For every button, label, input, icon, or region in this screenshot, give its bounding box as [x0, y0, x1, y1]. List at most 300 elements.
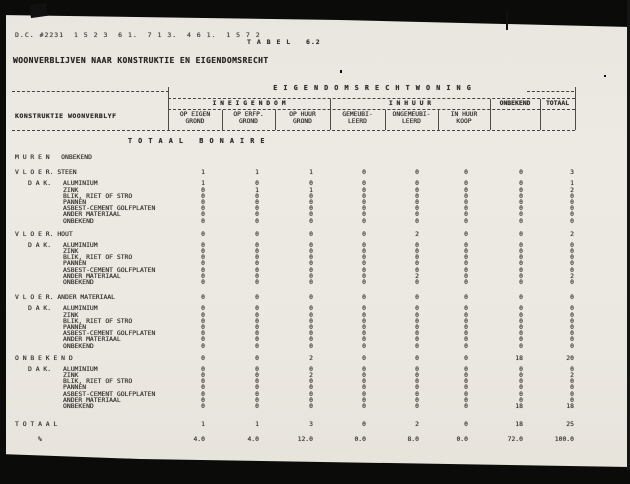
column-separator: [222, 110, 223, 130]
cell-value: 0: [362, 253, 366, 262]
cell-value: 0: [519, 204, 523, 213]
cell-value: 0: [570, 310, 574, 319]
cell-value: 0: [201, 278, 205, 286]
cell-value: 0: [201, 253, 205, 262]
cell-value: 0: [464, 377, 468, 386]
cell-value: 0: [519, 316, 523, 325]
cell-value: 0: [415, 253, 419, 262]
cell-value: 0: [464, 322, 468, 331]
cell-value: 0: [362, 247, 366, 256]
cell-value: 0: [309, 204, 313, 213]
column-header-op-huur-grond: OP HUUR GROND: [289, 111, 316, 125]
cell-value: 0: [201, 271, 205, 280]
cell-value: 0: [309, 329, 313, 338]
row-label: ALUMINIUM: [63, 240, 98, 249]
cell-value: 0: [309, 278, 313, 286]
cell-value: 0: [570, 316, 574, 325]
cell-value: 0: [415, 377, 419, 386]
cell-value: 0: [464, 316, 468, 325]
cell-value: 0: [415, 210, 419, 219]
column-header-ongemeubileerd: ONGEMEUBI- LEERD: [392, 111, 431, 125]
cell-value: 0: [362, 229, 366, 238]
row-label: PANNEN: [63, 259, 87, 268]
cell-value: 0: [519, 329, 523, 338]
table-row: [0, 154, 620, 160]
cell-value: 0: [201, 335, 205, 344]
header-rule-under-subgroups: [168, 109, 575, 110]
cell-value: 3: [309, 420, 313, 429]
cell-value: 0: [309, 310, 313, 319]
cell-value: 0: [415, 179, 419, 188]
cell-value: 0: [464, 259, 468, 268]
cell-value: 0: [201, 329, 205, 338]
row-label: D A K.: [28, 179, 52, 188]
cell-value: 0: [570, 389, 574, 398]
cell-value: 0: [519, 216, 523, 225]
cell-value: 0: [362, 364, 366, 373]
cell-value: 0: [255, 389, 259, 398]
column-header-in-huurkoop: IN HUUR KOOP: [450, 111, 478, 125]
cell-value: 0: [415, 402, 419, 410]
cell-value: 0: [309, 316, 313, 325]
cell-value: 0: [464, 304, 468, 313]
subgroup-in-huur: I N H U U R: [388, 99, 432, 107]
cell-value: 0: [362, 371, 366, 380]
row-label: T O T A A L: [15, 420, 58, 429]
header-rule-top-left: [12, 91, 169, 92]
cell-value: 0: [519, 341, 523, 350]
cell-value: 0: [362, 304, 366, 313]
cell-value: 0: [415, 265, 419, 274]
cell-value: 0: [570, 377, 574, 386]
table-row: [0, 403, 620, 409]
row-label: D A K.: [28, 364, 52, 373]
table-row: [0, 169, 620, 175]
row-label: ANDER MATERIAAL: [63, 395, 121, 404]
cell-value: 0: [362, 204, 366, 213]
cell-value: 0: [464, 197, 468, 206]
cell-value: 0: [309, 253, 313, 262]
cell-value: 0: [362, 353, 366, 362]
cell-value: 0: [309, 197, 313, 206]
row-label: ZINK: [63, 247, 79, 256]
cell-value: 0: [570, 278, 574, 286]
cell-value: 0: [519, 197, 523, 206]
cell-value: 0: [570, 210, 574, 219]
cell-value: 0: [464, 383, 468, 392]
cell-value: 0: [309, 322, 313, 331]
cell-value: 0: [255, 316, 259, 325]
row-label: V L O E R. ANDER MATERIAAL: [15, 293, 116, 302]
row-header-konstruktie-woonverblyf: KONSTRUKTIE WOONVERBLYF: [15, 112, 117, 120]
cell-value: 0: [519, 240, 523, 249]
cell-value: 1: [309, 185, 313, 194]
cell-value: 0: [255, 179, 259, 188]
cell-value: 0: [309, 229, 313, 238]
cell-value: 0: [362, 179, 366, 188]
cell-value: 0: [519, 364, 523, 373]
cell-value: 0: [464, 364, 468, 373]
row-label: ALUMINIUM: [63, 304, 98, 313]
cell-value: 0: [255, 278, 259, 286]
row-label: ZINK: [63, 310, 79, 319]
cell-value: 0: [362, 293, 366, 302]
column-header-op-erfp-grond: OP ERFP. GROND: [233, 111, 264, 125]
cell-value: 0: [464, 204, 468, 213]
cell-value: 0: [570, 395, 574, 404]
cell-value: 0: [570, 216, 574, 225]
cell-value: 0: [309, 364, 313, 373]
row-label: ZINK: [63, 371, 79, 380]
cell-value: 0: [570, 341, 574, 350]
cell-value: 0: [570, 335, 574, 344]
cell-value: 0: [201, 395, 205, 404]
cell-value: 0: [519, 389, 523, 398]
row-label: BLIK, RIET OF STRO: [63, 191, 133, 200]
cell-value: 0: [309, 293, 313, 302]
cell-value: 0: [415, 335, 419, 344]
cell-value: 0: [464, 293, 468, 302]
cell-value: 0: [519, 304, 523, 313]
cell-value: 0: [201, 377, 205, 386]
cell-value: 0: [464, 341, 468, 350]
cell-value: 4.0: [193, 435, 205, 444]
cell-value: 0: [519, 247, 523, 256]
page-title: WOONVERBLIJVEN NAAR KONSTRUKTIE EN EIGENDOMSRECHT: [13, 56, 269, 65]
table-number-label: T A B E L 6.2: [247, 38, 321, 46]
row-label: ONBEKEND: [63, 402, 94, 410]
cell-value: 0: [464, 265, 468, 274]
cell-value: 25: [566, 420, 574, 429]
cell-value: 0: [255, 265, 259, 274]
cell-value: 0: [415, 395, 419, 404]
cell-value: 0: [362, 197, 366, 206]
row-label: D A K.: [28, 304, 52, 313]
cell-value: 0: [415, 216, 419, 225]
cell-value: 0: [255, 402, 259, 410]
cell-value: 0: [201, 265, 205, 274]
cell-value: 0: [519, 253, 523, 262]
row-label: ALUMINIUM: [63, 364, 98, 373]
cell-value: 0.0: [456, 435, 468, 444]
cell-value: 0: [519, 259, 523, 268]
cell-value: 0: [362, 240, 366, 249]
cell-value: 0: [519, 265, 523, 274]
cell-value: 0: [362, 168, 366, 177]
row-label: M U R E N ONBEKEND: [15, 153, 92, 161]
row-label: ZINK: [63, 185, 79, 194]
cell-value: 100.0: [554, 435, 574, 444]
table-row: [0, 279, 620, 285]
cell-value: 0: [415, 353, 419, 362]
cell-value: 0: [309, 304, 313, 313]
cell-value: 0: [309, 377, 313, 386]
cell-value: 0: [519, 371, 523, 380]
cell-value: 0: [519, 210, 523, 219]
row-label: ANDER MATERIAAL: [63, 210, 121, 219]
cell-value: 0: [362, 216, 366, 225]
column-separator: [575, 87, 576, 130]
cell-value: 0: [255, 210, 259, 219]
cell-value: 0: [201, 293, 205, 302]
cell-value: 0: [362, 395, 366, 404]
cell-value: 0: [464, 389, 468, 398]
cell-value: 2: [570, 229, 574, 238]
cell-value: 0: [464, 278, 468, 286]
cell-value: 0: [255, 197, 259, 206]
cell-value: 1: [255, 420, 259, 429]
cell-value: 4.0: [247, 435, 259, 444]
cell-value: 2: [415, 271, 419, 280]
cell-value: 0: [309, 247, 313, 256]
cell-value: 12.0: [297, 435, 313, 444]
cell-value: 0: [201, 216, 205, 225]
cell-value: 0: [415, 383, 419, 392]
cell-value: 0: [201, 229, 205, 238]
region-total-bonaire: T O T A A L B O N A I R E: [128, 137, 266, 145]
cell-value: 0: [362, 278, 366, 286]
cell-value: 0: [415, 364, 419, 373]
cell-value: 0: [570, 197, 574, 206]
cell-value: 1: [570, 179, 574, 188]
cell-value: 0: [570, 247, 574, 256]
cell-value: 0: [464, 353, 468, 362]
row-label: V L O E R. STEEN: [15, 168, 77, 177]
column-separator: [385, 110, 386, 130]
cell-value: 0: [464, 216, 468, 225]
cell-value: 0: [309, 210, 313, 219]
cell-value: 0: [201, 353, 205, 362]
cell-value: 0: [255, 216, 259, 225]
table-row: [0, 218, 620, 224]
column-separator: [330, 99, 331, 130]
group-header-eigendomsrecht-woning: E I G E N D O M S R E C H T W O N I N G: [273, 84, 472, 92]
cell-value: 0: [362, 265, 366, 274]
cell-value: 1: [201, 420, 205, 429]
cell-value: 0: [570, 329, 574, 338]
cell-value: 0: [362, 377, 366, 386]
cell-value: 0: [201, 316, 205, 325]
cell-value: 0: [255, 364, 259, 373]
cell-value: 0: [255, 329, 259, 338]
table-row: [0, 343, 620, 349]
cell-value: 0: [415, 293, 419, 302]
cell-value: 0: [255, 353, 259, 362]
cell-value: 0: [415, 259, 419, 268]
cell-value: 0: [362, 389, 366, 398]
row-label: BLIK, RIET OF STRO: [63, 377, 133, 386]
cell-value: 0: [255, 240, 259, 249]
cell-value: 0: [519, 322, 523, 331]
cell-value: 1: [255, 168, 259, 177]
cell-value: 1: [201, 168, 205, 177]
cell-value: 0: [309, 216, 313, 225]
cell-value: 0: [362, 335, 366, 344]
cell-value: 0: [464, 185, 468, 194]
cell-value: 0: [570, 259, 574, 268]
cell-value: 0: [570, 191, 574, 200]
cell-value: 0: [309, 389, 313, 398]
cell-value: 0: [570, 265, 574, 274]
row-label: ONBEKEND: [63, 341, 94, 350]
cell-value: 0: [464, 329, 468, 338]
cell-value: 0: [201, 247, 205, 256]
row-label: ANDER MATERIAAL: [63, 335, 121, 344]
cell-value: 0: [201, 310, 205, 319]
row-label: ASBEST-CEMENT GOLFPLATEN: [63, 389, 156, 398]
cell-value: 0: [309, 259, 313, 268]
row-label: PANNEN: [63, 197, 87, 206]
table-row: [0, 421, 620, 427]
cell-value: 2: [570, 271, 574, 280]
cell-value: 72.0: [507, 435, 523, 444]
cell-value: 0: [255, 259, 259, 268]
cell-value: 0: [519, 278, 523, 286]
cell-value: 2: [570, 185, 574, 194]
subgroup-onbekend: ONBEKEND: [499, 99, 531, 107]
cell-value: 0: [255, 247, 259, 256]
cell-value: 0: [309, 271, 313, 280]
cell-value: 0: [255, 341, 259, 350]
cell-value: 0: [201, 341, 205, 350]
table-row: [0, 355, 620, 361]
row-label: ALUMINIUM: [63, 179, 98, 188]
cell-value: 0: [519, 310, 523, 319]
cell-value: 0: [201, 371, 205, 380]
cell-value: 0: [362, 210, 366, 219]
cell-value: 0: [255, 322, 259, 331]
cell-value: 0: [362, 259, 366, 268]
cell-value: 0: [415, 168, 419, 177]
cell-value: 0: [464, 240, 468, 249]
cell-value: 0: [309, 341, 313, 350]
cell-value: 0: [464, 402, 468, 410]
cell-value: 0: [415, 204, 419, 213]
cell-value: 2: [415, 420, 419, 429]
row-label: ONBEKEND: [63, 278, 94, 286]
cell-value: 0: [464, 253, 468, 262]
cell-value: 0: [362, 191, 366, 200]
cell-value: 0: [464, 210, 468, 219]
cell-value: 0: [309, 402, 313, 410]
cell-value: 0: [309, 395, 313, 404]
cell-value: 2: [309, 371, 313, 380]
cell-value: 0: [415, 304, 419, 313]
cell-value: 0: [309, 191, 313, 200]
cell-value: 0: [201, 240, 205, 249]
cell-value: 0: [464, 191, 468, 200]
row-label: PANNEN: [63, 383, 87, 392]
cell-value: 0: [464, 168, 468, 177]
cell-value: 0: [309, 240, 313, 249]
cell-value: 0: [309, 383, 313, 392]
cell-value: 0: [255, 253, 259, 262]
cell-value: 0: [519, 229, 523, 238]
subgroup-totaal: TOTAAL: [545, 99, 570, 107]
cell-value: 0: [415, 329, 419, 338]
cell-value: 0: [415, 371, 419, 380]
cell-value: 0: [255, 371, 259, 380]
cell-value: 0: [362, 341, 366, 350]
cell-value: 18: [515, 402, 523, 410]
cell-value: 0: [519, 191, 523, 200]
cell-value: 0: [464, 310, 468, 319]
cell-value: 0: [255, 204, 259, 213]
cell-value: 0: [415, 316, 419, 325]
cell-value: 0: [201, 204, 205, 213]
cell-value: 0: [201, 322, 205, 331]
table-row: [0, 294, 620, 300]
cell-value: 0: [570, 240, 574, 249]
cell-value: 0: [255, 293, 259, 302]
cell-value: 0: [201, 191, 205, 200]
subgroup-in-eigendom: I N E I G E N D O M: [212, 99, 286, 107]
column-header-gemeubileerd: GEMEUBI- LEERD: [342, 111, 373, 125]
cell-value: 0: [255, 304, 259, 313]
cell-value: 2: [415, 229, 419, 238]
cell-value: 0: [519, 395, 523, 404]
cell-value: 0: [464, 247, 468, 256]
row-label: BLIK, RIET OF STRO: [63, 316, 133, 325]
cell-value: 2: [309, 353, 313, 362]
cell-value: 0: [415, 310, 419, 319]
scan-noise-dot: [604, 75, 606, 77]
cell-value: 0: [464, 271, 468, 280]
cell-value: 0: [464, 179, 468, 188]
document-code-line: D.C. #2231 1 5 2 3 6 1. 7 1 3. 4 6 1. 1 5 7 2: [15, 31, 261, 39]
cell-value: 0: [255, 310, 259, 319]
cell-value: 0: [464, 335, 468, 344]
cell-value: 2: [570, 371, 574, 380]
cell-value: 0: [201, 402, 205, 410]
row-label: ASBEST-CEMENT GOLFPLATEN: [63, 265, 156, 274]
cell-value: 0: [362, 316, 366, 325]
header-rule-bottom: [12, 130, 575, 131]
cell-value: 0: [415, 389, 419, 398]
row-label: D A K.: [28, 240, 52, 249]
row-label: PANNEN: [63, 322, 87, 331]
cell-value: 0: [201, 210, 205, 219]
cell-value: 1: [255, 185, 259, 194]
cell-value: 0: [255, 191, 259, 200]
scan-noise-mark: [506, 10, 508, 30]
column-separator: [438, 110, 439, 130]
cell-value: 0: [362, 383, 366, 392]
cell-value: 0: [570, 364, 574, 373]
cell-value: 0: [415, 278, 419, 286]
cell-value: 0: [255, 229, 259, 238]
cell-value: 20: [566, 353, 574, 362]
cell-value: 0: [362, 185, 366, 194]
cell-value: 0: [570, 253, 574, 262]
cell-value: 18: [515, 420, 523, 429]
table-row: [0, 231, 620, 237]
cell-value: 0: [415, 185, 419, 194]
row-label: ANDER MATERIAAL: [63, 271, 121, 280]
cell-value: 3: [570, 168, 574, 177]
cell-value: 0: [362, 310, 366, 319]
row-label: ASBEST-CEMENT GOLFPLATEN: [63, 329, 156, 338]
cell-value: 0: [519, 293, 523, 302]
cell-value: 8.0: [407, 435, 419, 444]
row-label: ASBEST-CEMENT GOLFPLATEN: [63, 204, 156, 213]
cell-value: 0: [201, 389, 205, 398]
cell-value: 0: [255, 395, 259, 404]
cell-value: 0: [309, 335, 313, 344]
cell-value: 0: [519, 179, 523, 188]
cell-value: 0: [519, 168, 523, 177]
cell-value: 0: [309, 179, 313, 188]
